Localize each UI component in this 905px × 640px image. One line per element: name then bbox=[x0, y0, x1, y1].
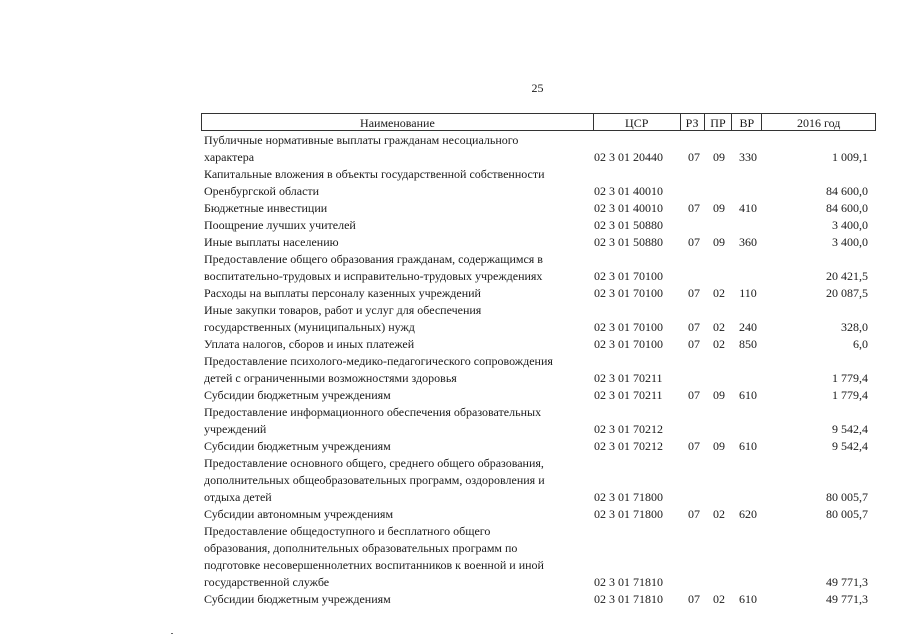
table-row bbox=[201, 506, 876, 523]
cell-vr: 610 bbox=[739, 592, 757, 606]
table-row bbox=[201, 200, 876, 217]
table-row bbox=[201, 217, 876, 234]
budget-table bbox=[201, 113, 876, 608]
cell-name: Предоставление основного общего, среднего общего образования, дополнительных общеобразовательных программ, оздоровления и отдыха детей bbox=[204, 456, 545, 504]
header-rz: РЗ bbox=[681, 114, 705, 130]
cell-amount: 9 542,4 bbox=[832, 422, 868, 436]
page-number: 25 bbox=[531, 81, 544, 95]
cell-csr: 02 3 01 40010 bbox=[594, 184, 663, 198]
table-row bbox=[201, 404, 876, 438]
table-row bbox=[201, 591, 876, 608]
cell-rz: 07 bbox=[688, 592, 700, 606]
cell-csr: 02 3 01 70212 bbox=[594, 439, 663, 453]
cell-rz: 07 bbox=[688, 439, 700, 453]
cell-name: Иные выплаты населению bbox=[204, 235, 339, 249]
cell-vr: 620 bbox=[739, 507, 757, 521]
cell-rz: 07 bbox=[688, 388, 700, 402]
cell-vr: 610 bbox=[739, 388, 757, 402]
cell-csr: 02 3 01 20440 bbox=[594, 150, 663, 164]
cell-amount: 49 771,3 bbox=[826, 575, 868, 589]
table-body bbox=[201, 131, 876, 608]
header-vr: ВР bbox=[732, 114, 762, 130]
cell-pr: 02 bbox=[713, 337, 725, 351]
cell-name: Публичные нормативные выплаты гражданам несоциального характера bbox=[204, 133, 519, 164]
cell-pr: 02 bbox=[713, 507, 725, 521]
cell-rz: 07 bbox=[688, 507, 700, 521]
header-csr: ЦСР bbox=[594, 114, 681, 130]
cell-vr: 330 bbox=[739, 150, 757, 164]
cell-name: Субсидии бюджетным учреждениям bbox=[204, 388, 391, 402]
cell-amount: 80 005,7 bbox=[826, 507, 868, 521]
cell-name: Бюджетные инвестиции bbox=[204, 201, 328, 215]
table-row bbox=[201, 455, 876, 506]
cell-name: Иные закупки товаров, работ и услуг для обеспечения государственных (муниципальных) нужд bbox=[204, 303, 482, 334]
cell-csr: 02 3 01 70100 bbox=[594, 286, 663, 300]
cell-amount: 49 771,3 bbox=[826, 592, 868, 606]
cell-amount: 20 087,5 bbox=[826, 286, 868, 300]
cell-csr: 02 3 01 70211 bbox=[594, 388, 663, 402]
cell-pr: 02 bbox=[713, 286, 725, 300]
table-row bbox=[201, 353, 876, 387]
table-row bbox=[201, 302, 876, 336]
table-row bbox=[201, 234, 876, 251]
cell-rz: 07 bbox=[688, 201, 700, 215]
cell-vr: 240 bbox=[739, 320, 757, 334]
cell-amount: 1 779,4 bbox=[832, 371, 868, 385]
cell-name: Уплата налогов, сборов и иных платежей bbox=[204, 337, 415, 351]
cell-vr: 410 bbox=[739, 201, 757, 215]
table-row bbox=[201, 387, 876, 404]
cell-name: Поощрение лучших учителей bbox=[204, 218, 356, 232]
cell-csr: 02 3 01 70100 bbox=[594, 337, 663, 351]
cell-amount: 1 779,4 bbox=[832, 388, 868, 402]
cell-csr: 02 3 01 71810 bbox=[594, 575, 663, 589]
cell-vr: 850 bbox=[739, 337, 757, 351]
header-amount: 2016 год bbox=[796, 116, 841, 130]
cell-amount: 3 400,0 bbox=[832, 235, 868, 249]
header-name: Наименование bbox=[202, 114, 594, 130]
cell-amount: 6,0 bbox=[853, 337, 868, 351]
cell-name: Расходы на выплаты персоналу казенных учреждений bbox=[204, 286, 481, 300]
cell-csr: 02 3 01 71800 bbox=[594, 490, 663, 504]
cell-csr: 02 3 01 70211 bbox=[594, 371, 663, 385]
table-header bbox=[201, 113, 876, 131]
cell-csr: 02 3 01 50880 bbox=[594, 218, 663, 232]
cell-rz: 07 bbox=[688, 320, 700, 334]
cell-amount: 20 421,5 bbox=[826, 269, 868, 283]
cell-csr: 02 3 01 71810 bbox=[594, 592, 663, 606]
table-row bbox=[201, 438, 876, 455]
cell-csr: 02 3 01 70100 bbox=[594, 320, 663, 334]
cell-amount: 80 005,7 bbox=[826, 490, 868, 504]
cell-pr: 02 bbox=[713, 592, 725, 606]
header-pr: ПР bbox=[705, 114, 733, 130]
table-row bbox=[201, 132, 876, 166]
cell-rz: 07 bbox=[688, 337, 700, 351]
cell-vr: 110 bbox=[739, 286, 757, 300]
cell-amount: 1 009,1 bbox=[832, 150, 868, 164]
scan-artifact bbox=[171, 633, 173, 634]
cell-rz: 07 bbox=[688, 286, 700, 300]
cell-pr: 09 bbox=[713, 235, 725, 249]
cell-csr: 02 3 01 40010 bbox=[594, 201, 663, 215]
table-row bbox=[201, 166, 876, 200]
cell-name: Капитальные вложения в объекты государственной собственности Оренбургской области bbox=[204, 167, 545, 198]
cell-name: Предоставление психолого-медико-педагогического сопровождения детей с ограниченными возможностями здоровья bbox=[204, 354, 553, 385]
cell-csr: 02 3 01 71800 bbox=[594, 507, 663, 521]
cell-name: Предоставление общедоступного и бесплатного общего образования, дополнительных образовательных программ по подготовке несовершеннолетних воспитанников к военной и иной государственной службе bbox=[204, 524, 544, 589]
cell-vr: 610 bbox=[739, 439, 757, 453]
cell-name: Субсидии бюджетным учреждениям bbox=[204, 439, 391, 453]
cell-csr: 02 3 01 70212 bbox=[594, 422, 663, 436]
table-row bbox=[201, 523, 876, 591]
cell-name: Предоставление информационного обеспечения образовательных учреждений bbox=[204, 405, 542, 436]
table-row bbox=[201, 251, 876, 285]
cell-name: Субсидии автономным учреждениям bbox=[204, 507, 394, 521]
cell-amount: 9 542,4 bbox=[832, 439, 868, 453]
cell-pr: 09 bbox=[713, 439, 725, 453]
cell-csr: 02 3 01 50880 bbox=[594, 235, 663, 249]
cell-vr: 360 bbox=[739, 235, 757, 249]
cell-amount: 328,0 bbox=[841, 320, 868, 334]
cell-name: Предоставление общего образования гражданам, содержащимся в воспитательно-трудовых и исправительно-трудовых учреждениях bbox=[204, 252, 543, 283]
cell-amount: 84 600,0 bbox=[826, 184, 868, 198]
cell-csr: 02 3 01 70100 bbox=[594, 269, 663, 283]
cell-pr: 09 bbox=[713, 388, 725, 402]
cell-amount: 3 400,0 bbox=[832, 218, 868, 232]
cell-amount: 84 600,0 bbox=[826, 201, 868, 215]
cell-name: Субсидии бюджетным учреждениям bbox=[204, 592, 391, 606]
table-row bbox=[201, 285, 876, 302]
cell-rz: 07 bbox=[688, 150, 700, 164]
cell-pr: 09 bbox=[713, 150, 725, 164]
cell-rz: 07 bbox=[688, 235, 700, 249]
table-row bbox=[201, 336, 876, 353]
cell-pr: 09 bbox=[713, 201, 725, 215]
cell-pr: 02 bbox=[713, 320, 725, 334]
